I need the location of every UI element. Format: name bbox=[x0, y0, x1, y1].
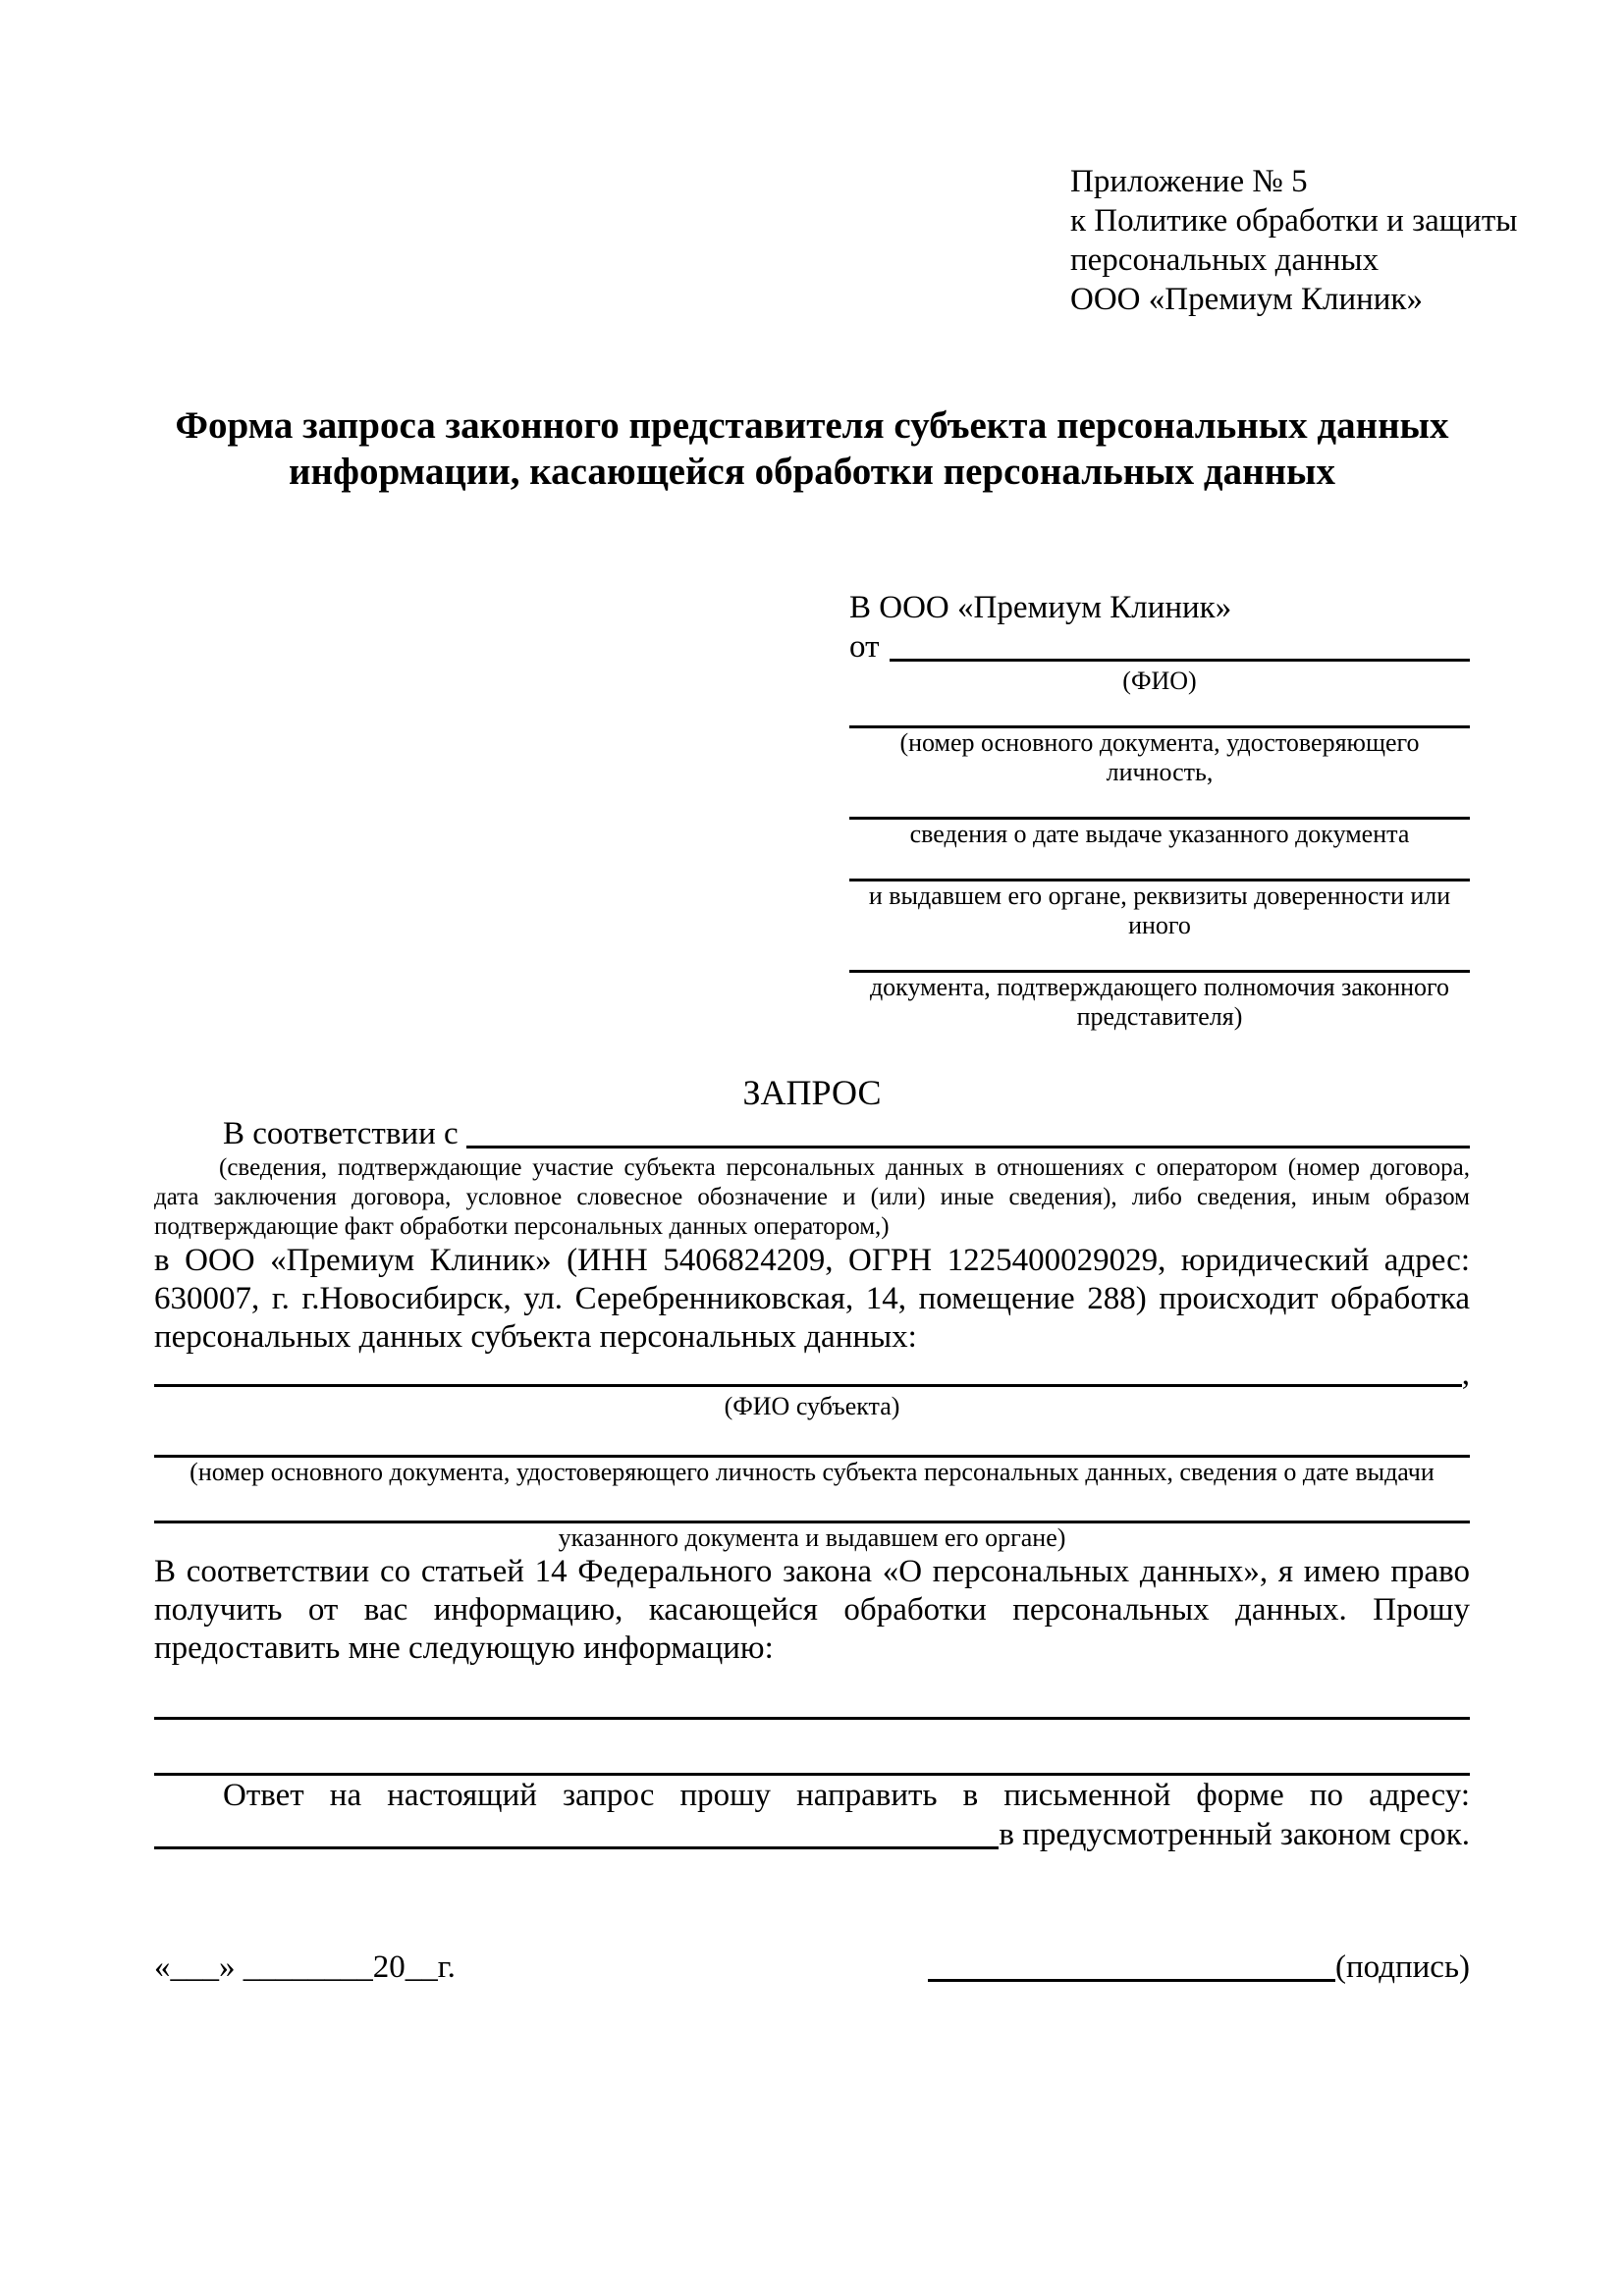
subject-doc-blank-line bbox=[154, 1421, 1470, 1458]
appendix-line: к Политике обработки и защиты bbox=[1070, 203, 1518, 239]
document-title-line1: Форма запроса законного представителя субъекта персональных данных bbox=[175, 404, 1449, 447]
from-blank-line bbox=[890, 659, 1471, 662]
signature-caption: (подпись) bbox=[1335, 1949, 1470, 1985]
representative-doc-blank-line bbox=[849, 940, 1470, 973]
subject-fio-line-suffix: , bbox=[1461, 1357, 1470, 1392]
representative-doc-blank-line bbox=[849, 696, 1470, 728]
document-content bbox=[154, 0, 1518, 1987]
representative-doc-caption: сведения о дате выдаче указанного документа bbox=[909, 820, 1410, 848]
appendix-block bbox=[1070, 162, 1518, 319]
subject-doc-caption-top: (номер основного документа, удостоверяющего личность субъекта персональных данных, сведения о дате выдачи bbox=[189, 1458, 1435, 1486]
operator-paragraph: в ООО «Премиум Клиник» (ИНН 5406824209, ОГРН 1225400029029, юридический адрес: 630007, г. г.Новосибирск, ул. Серебренниковская, 14, помещение 288) происходит обработка персональных данных субъекта персональных данных: bbox=[154, 1243, 1470, 1355]
reply-paragraph: Ответ на настоящий запрос прошу направить в письменной форме по адресу: bbox=[223, 1778, 1470, 1813]
from-label: от bbox=[849, 629, 880, 665]
signature-group bbox=[928, 1948, 1470, 1987]
from-caption: (ФИО) bbox=[1122, 667, 1197, 695]
representative-doc-blank-line bbox=[849, 787, 1470, 820]
representative-doc-blank-line bbox=[849, 849, 1470, 881]
appendix-line: Приложение № 5 bbox=[1070, 164, 1308, 199]
footer-row bbox=[154, 1948, 1470, 1987]
request-heading: ЗАПРОС bbox=[742, 1073, 882, 1112]
document-title bbox=[154, 402, 1470, 495]
document-title-line2: информации, касающейся обработки персональных данных bbox=[289, 451, 1335, 493]
addressee-organization: В ООО «Премиум Клиник» bbox=[849, 590, 1232, 625]
subject-fio-row bbox=[154, 1357, 1470, 1392]
appendix-line: ООО «Премиум Клиник» bbox=[1070, 282, 1423, 317]
reply-address-blank-line bbox=[154, 1846, 999, 1849]
reply-tail: в предусмотренный законом срок. bbox=[999, 1817, 1470, 1852]
information-blank-line bbox=[154, 1668, 1470, 1720]
representative-doc-caption: и выдавшем его органе, реквизиты доверенности или иного bbox=[868, 881, 1451, 939]
reply-address-row bbox=[154, 1815, 1470, 1854]
subject-doc-caption-bottom: указанного документа и выдавшем его органе) bbox=[558, 1523, 1066, 1552]
law-paragraph: В соответствии со статьей 14 Федерального закона «О персональных данных», я имею право получить от вас информацию, касающейся обработки персональных данных. Прошу предоставить мне следующую информацию: bbox=[154, 1554, 1470, 1666]
subject-fio-caption: (ФИО субъекта) bbox=[724, 1392, 900, 1420]
representative-doc-caption: документа, подтверждающего полномочия законного представителя) bbox=[869, 973, 1450, 1031]
basis-blank-line bbox=[466, 1146, 1470, 1148]
addressee-block bbox=[849, 588, 1470, 1032]
appendix-line: персональных данных bbox=[1070, 242, 1380, 278]
subject-doc-blank-line bbox=[154, 1487, 1470, 1523]
from-row bbox=[849, 627, 1470, 667]
information-blank-line bbox=[154, 1720, 1470, 1776]
subject-fio-blank-line bbox=[154, 1384, 1462, 1387]
basis-row bbox=[154, 1114, 1470, 1153]
basis-label: В соответствии с bbox=[223, 1116, 459, 1151]
signature-blank-line bbox=[928, 1979, 1335, 1982]
basis-caption: (сведения, подтверждающие участие субъекта персональных данных в отношениях с оператором (номер договора, дата заключения договора, условное словесное обозначение и (или) иные сведения), либо сведения, иным образом подтверждающие факт обработки персональных данных оператором,) bbox=[154, 1154, 1470, 1240]
representative-doc-caption: (номер основного документа, удостоверяющего личность, bbox=[899, 728, 1420, 786]
date-blank: «___» ________20__г. bbox=[154, 1949, 456, 1985]
